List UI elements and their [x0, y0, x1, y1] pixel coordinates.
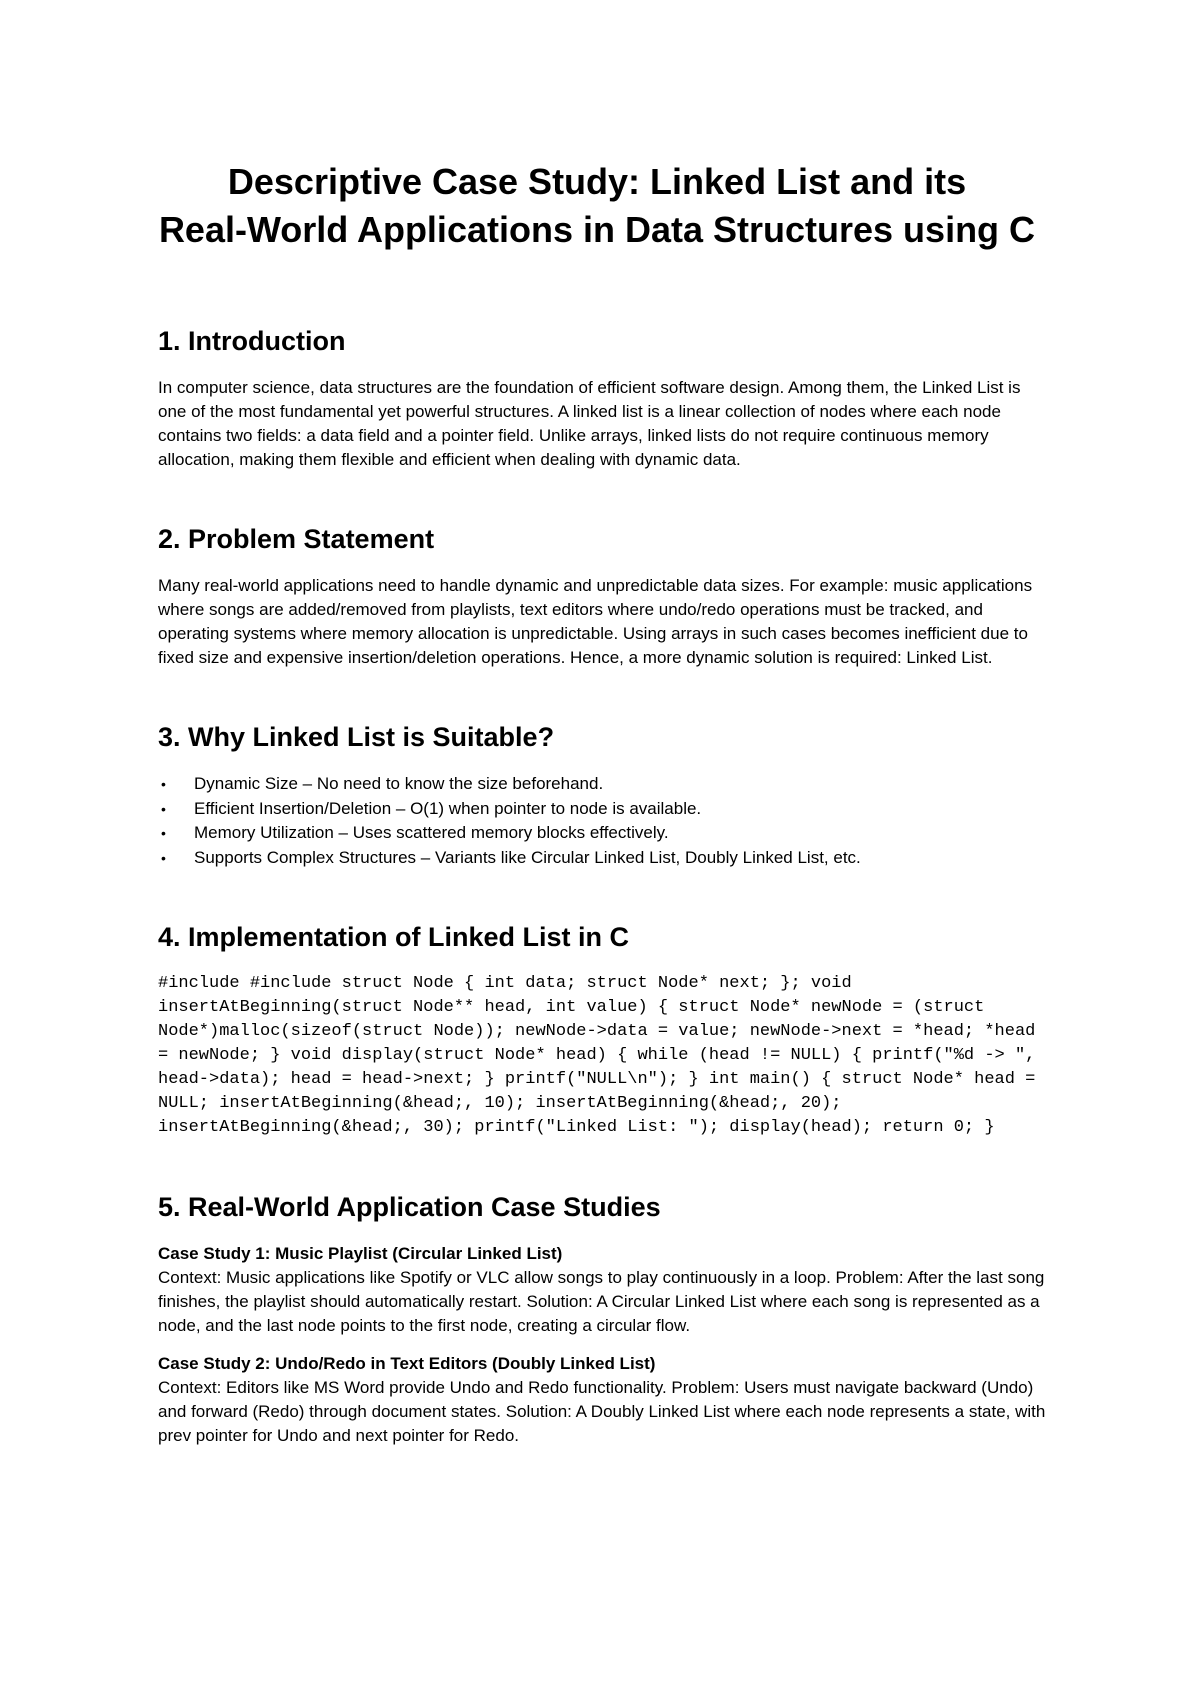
- case-study-body: Context: Music applications like Spotify or VLC allow songs to play continuously in a loop. Problem: After the last song finishes, the playlist should automatically restart. Solution: A Circular Linked List where each song is represented as a node, and the last node points to the first node, creating a circular flow.: [158, 1268, 1045, 1335]
- section-heading: 2. Problem Statement: [158, 524, 435, 554]
- list-item-text: Dynamic Size – No need to know the size beforehand.: [194, 774, 604, 793]
- section-implementation: [158, 920, 1050, 1140]
- bullet-list: [158, 772, 1050, 870]
- section-heading: 3. Why Linked List is Suitable?: [158, 722, 555, 752]
- section-heading: 4. Implementation of Linked List in C: [158, 922, 630, 952]
- bullet-icon: •: [161, 849, 166, 866]
- document-title-line-1: Descriptive Case Study: Linked List and its: [227, 161, 967, 202]
- section-paragraph: Many real-world applications need to handle dynamic and unpredictable data sizes. For example: music applications where songs are added/removed from playlists, text editors where undo/redo operations must be tracked, and operating systems where memory allocation is unpredictable. Using arrays in such cases becomes inefficient due to fixed size and expensive insertion/deletion operations. Hence, a more dynamic solution is required: Linked List.: [158, 576, 1033, 667]
- list-item-text: Memory Utilization – Uses scattered memory blocks effectively.: [194, 823, 669, 842]
- code-block: #include #include struct Node { int data; struct Node* next; }; void insertAtBeginning(struct Node** head, int value) { struct Node* newNode = (struct Node*)malloc(sizeof(struct Node)); newNode->data = value; newNode->next = *head; *head = newNode; } void display(struct Node* head) { while (head != NULL) { printf("%d -> ", head->data); head = head->next; } printf("NULL\n"); } int main() { struct Node* head = NULL; insertAtBeginning(&head;, 10); insertAtBeginning(&head;, 20); insertAtBeginning(&head;, 30); printf("Linked List: "); display(head); return 0; }: [158, 974, 1046, 1137]
- document-title-line-2: Real-World Applications in Data Structures using C: [158, 209, 1036, 250]
- section-why-linked-list: [158, 720, 1050, 870]
- list-item: [158, 821, 1050, 846]
- section-paragraph: In computer science, data structures are the foundation of efficient software design. Among them, the Linked List is one of the most fundamental yet powerful structures. A linked list is a linear collection of nodes where each node contains two fields: a data field and a pointer field. Unlike arrays, linked lists do not require continuous memory allocation, making them flexible and efficient when dealing with dynamic data.: [158, 378, 1021, 469]
- case-study-title: Case Study 2: Undo/Redo in Text Editors (Doubly Linked List): [158, 1354, 656, 1373]
- section-introduction: [158, 324, 1050, 472]
- document-title: [158, 158, 1050, 254]
- list-item: [158, 846, 1050, 871]
- section-problem-statement: [158, 522, 1050, 670]
- list-item: [158, 797, 1050, 822]
- list-item: [158, 772, 1050, 797]
- section-heading: 5. Real-World Application Case Studies: [158, 1192, 661, 1222]
- bullet-icon: •: [161, 825, 166, 841]
- list-item-text: Efficient Insertion/Deletion – O(1) when pointer to node is available.: [194, 798, 702, 818]
- bullet-icon: •: [161, 800, 166, 817]
- case-study-body: Context: Editors like MS Word provide Undo and Redo functionality. Problem: Users must navigate backward (Undo) and forward (Redo) through document states. Solution: A Doubly Linked List where each node represents a state, with prev pointer for Undo and next pointer for Redo.: [158, 1378, 1046, 1445]
- section-heading: 1. Introduction: [158, 326, 346, 356]
- section-case-studies: [158, 1190, 1050, 1448]
- case-study: [158, 1242, 1050, 1338]
- case-study-title: Case Study 1: Music Playlist (Circular Linked List): [158, 1244, 563, 1263]
- list-item-text: Supports Complex Structures – Variants like Circular Linked List, Doubly Linked List, etc.: [194, 847, 861, 867]
- case-study: [158, 1352, 1050, 1448]
- bullet-icon: •: [161, 776, 166, 792]
